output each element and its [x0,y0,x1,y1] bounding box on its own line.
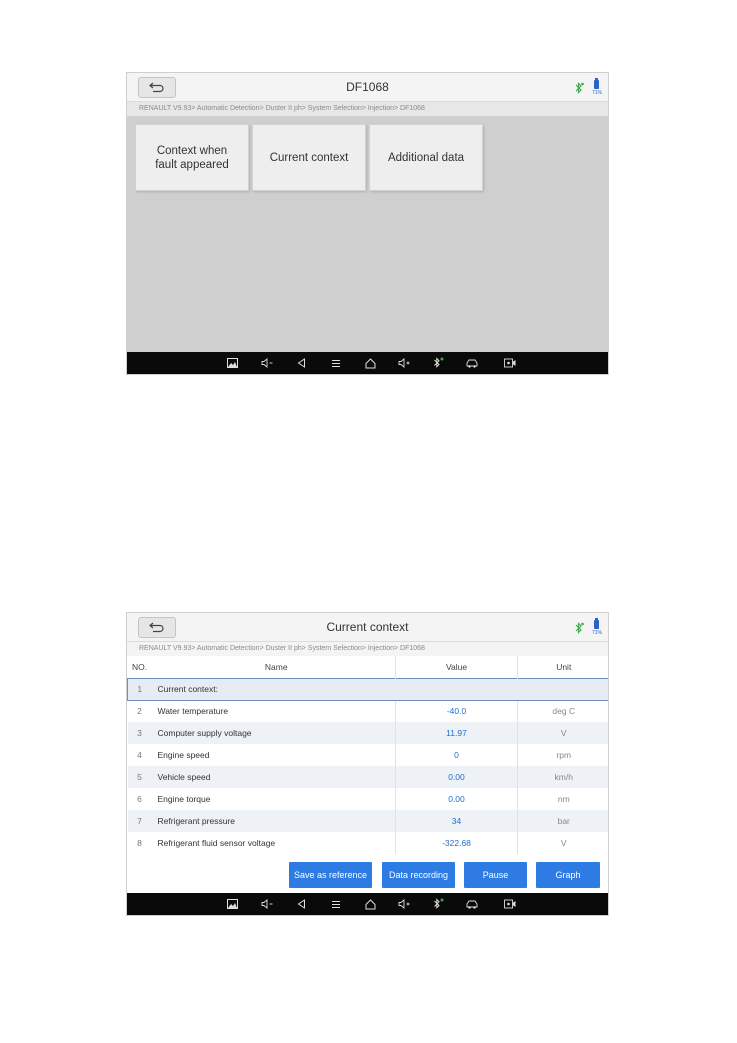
table-row[interactable] [128,744,610,766]
breadcrumb: RENAULT V9.93> Automatic Detection> Duster II ph> System Selection> Injection> DF1068 [127,642,608,656]
row-value: 0 [396,744,518,766]
row-unit: km/h [518,766,610,788]
column-header-name: Name [152,656,396,678]
tile-label-line2: fault appeared [155,158,229,171]
current-context-screen [126,612,609,916]
row-name: Current context: [152,678,396,700]
save-as-reference-button[interactable]: Save as reference [289,862,372,888]
tile-label: Additional data [387,151,465,164]
screen-record-icon[interactable] [503,897,517,911]
system-navbar [127,893,608,915]
row-unit: nm [518,788,610,810]
tile-additional-data[interactable] [369,124,483,191]
tile-context-when-fault-appeared[interactable] [135,124,249,191]
row-value: 11.97 [396,722,518,744]
row-unit: V [518,722,610,744]
data-stream-table [127,656,609,854]
back-arrow-icon [149,622,165,633]
status-area [574,618,602,638]
row-name: Vehicle speed [152,766,396,788]
page-title: Current context [326,620,409,634]
back-button[interactable] [138,617,176,638]
row-no: 4 [128,744,152,766]
row-no: 7 [128,810,152,832]
bluetooth-icon [574,622,584,634]
page-title: DF1068 [346,80,389,94]
graph-button[interactable]: Graph [536,862,600,888]
row-value: 0.00 [396,788,518,810]
home-icon[interactable] [363,897,377,911]
row-value [396,678,518,700]
tile-label [155,144,229,172]
table-row[interactable] [128,766,610,788]
system-navbar [127,352,608,374]
battery-icon [594,80,599,89]
row-no: 6 [128,788,152,810]
battery-indicator [592,620,602,636]
vci-bluetooth-icon[interactable] [431,356,445,370]
column-header-no: NO. [128,656,152,678]
fault-context-screen [126,72,609,375]
menu-icon[interactable] [329,356,343,370]
row-unit: bar [518,810,610,832]
row-unit [518,678,610,700]
bluetooth-icon [574,82,584,94]
battery-indicator [592,80,602,96]
row-name: Computer supply voltage [152,722,396,744]
table-row[interactable] [128,832,610,854]
home-icon[interactable] [363,356,377,370]
back-button[interactable] [138,77,176,98]
status-area [574,78,602,98]
row-name: Engine speed [152,744,396,766]
row-no: 3 [128,722,152,744]
table-row[interactable] [128,678,610,700]
table-row[interactable] [128,788,610,810]
row-no: 2 [128,700,152,722]
row-unit: deg C [518,700,610,722]
data-recording-button[interactable]: Data recording [382,862,455,888]
battery-icon [594,620,599,629]
row-no: 8 [128,832,152,854]
tile-current-context[interactable] [252,124,366,191]
volume-down-icon[interactable] [260,897,274,911]
row-unit: V [518,832,610,854]
column-header-value: Value [396,656,518,678]
volume-up-icon[interactable] [397,356,411,370]
volume-up-icon[interactable] [397,897,411,911]
battery-level: 71% [591,630,602,636]
row-value: 34 [396,810,518,832]
title-bar [127,73,608,102]
row-name: Refrigerant pressure [152,810,396,832]
car-icon[interactable] [465,356,479,370]
row-value: -40.0 [396,700,518,722]
row-unit: rpm [518,744,610,766]
screenshot-icon[interactable] [225,356,239,370]
tile-label: Current context [269,151,349,164]
table-row[interactable] [128,700,610,722]
row-name: Engine torque [152,788,396,810]
table-row[interactable] [128,810,610,832]
back-icon[interactable] [294,897,308,911]
row-name: Refrigerant fluid sensor voltage [152,832,396,854]
screenshot-icon[interactable] [225,897,239,911]
breadcrumb: RENAULT V9.93> Automatic Detection> Duster II ph> System Selection> Injection> DF1068 [127,102,608,116]
volume-down-icon[interactable] [260,356,274,370]
battery-level: 71% [591,90,602,96]
car-icon[interactable] [465,897,479,911]
vci-bluetooth-icon[interactable] [431,897,445,911]
table-row[interactable] [128,722,610,744]
table-header [128,656,610,678]
screen-record-icon[interactable] [503,356,517,370]
row-name: Water temperature [152,700,396,722]
row-no: 1 [128,678,152,700]
row-no: 5 [128,766,152,788]
back-arrow-icon [149,82,165,93]
title-bar [127,613,608,642]
action-bar [127,859,608,893]
tile-label-line1: Context when [156,144,228,157]
row-value: 0.00 [396,766,518,788]
pause-button[interactable]: Pause [464,862,527,888]
back-icon[interactable] [294,356,308,370]
column-header-unit: Unit [518,656,610,678]
row-value: -322.68 [396,832,518,854]
menu-icon[interactable] [329,897,343,911]
